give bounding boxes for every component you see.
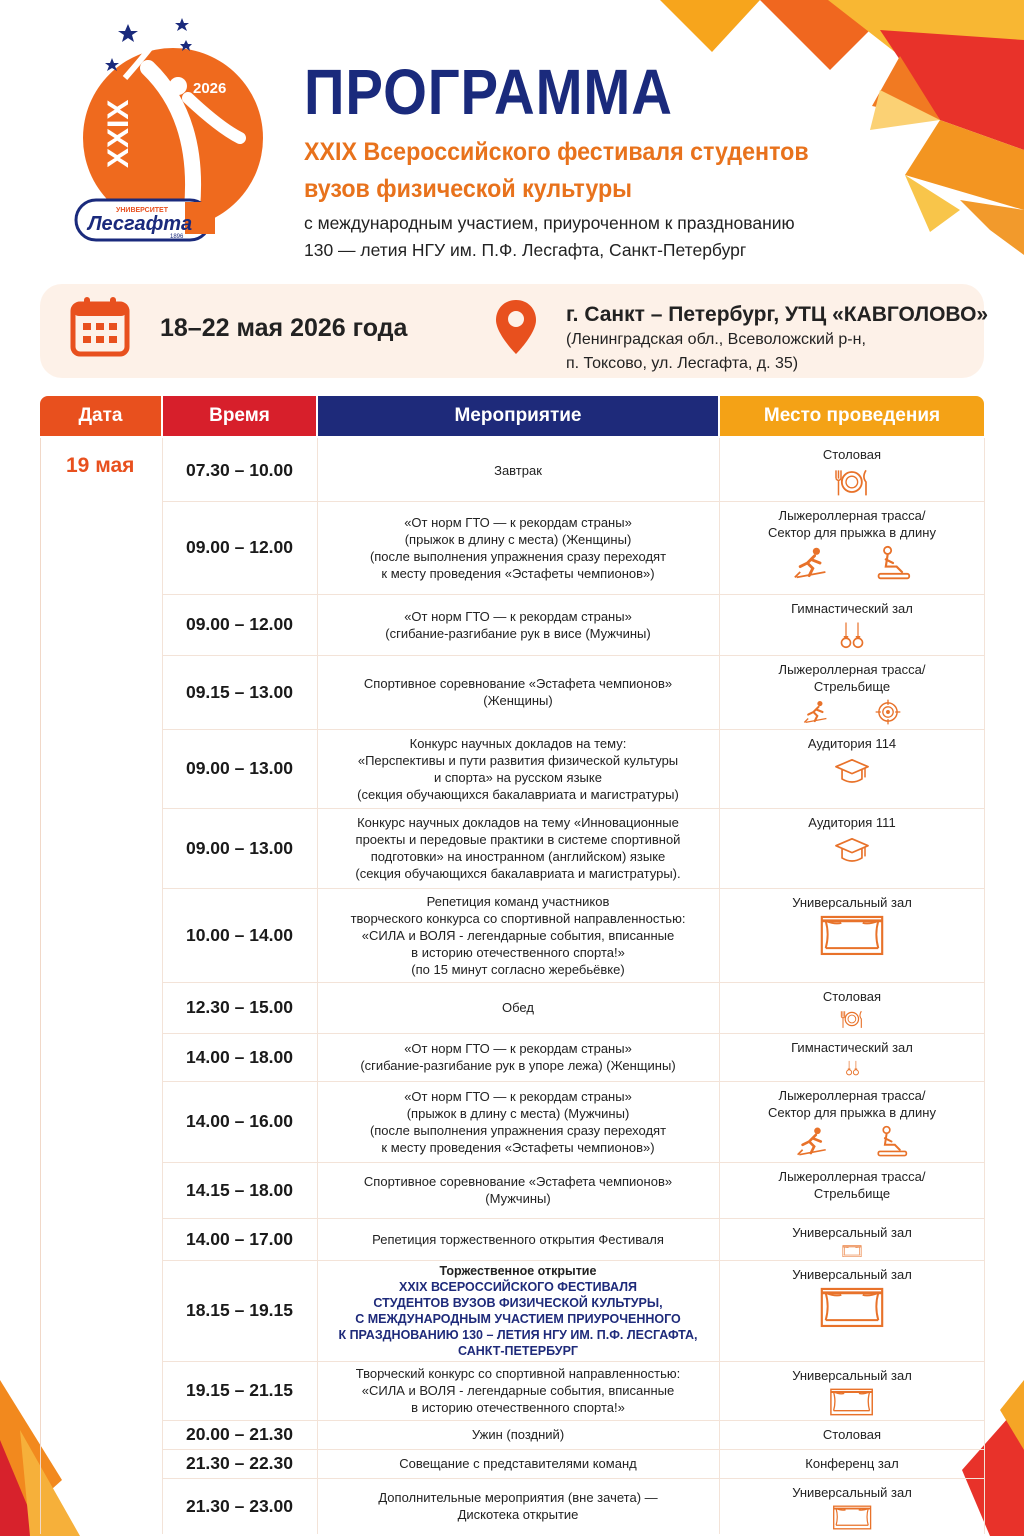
row-divider [163,808,984,809]
row-time: 10.00 – 14.00 [185,924,294,945]
table-row [163,729,984,808]
row-divider [163,594,984,595]
event-line: Дополнительные мероприятия (вне зачета) — [378,1490,658,1505]
location-address: п. Токсово, ул. Лесгафта, д. 35) [566,355,799,372]
row-event [318,1260,718,1361]
page-subnote [304,210,795,264]
row-time: 07.30 – 10.00 [185,460,294,480]
event-line: «СИЛА и ВОЛЯ - легендарные события, вписанные [361,927,675,943]
row-event [318,1478,718,1534]
row-divider [163,888,984,889]
column-header-time: Время [163,396,316,436]
event-line: (секция обучающихся бакалавриата и магистратуры). [355,866,681,881]
skier-icon [796,1125,829,1158]
graduation-cap-icon [834,756,870,787]
row-divider [163,1478,984,1479]
venue-line: Конференц зал [805,1456,899,1471]
page-subtitle [304,134,862,208]
column-divider [984,438,985,1534]
subtitle-line: вузов физической культуры [304,175,633,203]
event-line: (прыжок в длину с места) (Мужчины) [406,1105,630,1121]
row-event [318,501,718,594]
event-line: (после выполнения упражнения сразу переходят [369,1122,667,1138]
event-line: САНКТ-ПЕТЕРБУРГ [457,1343,578,1358]
subtitle-line: XXIX Всероссийского фестиваля студентов [304,138,809,166]
row-time: 14.00 – 17.00 [185,1228,294,1249]
row-divider [163,1449,984,1450]
venue-line: Стрельбище [813,679,891,694]
event-line: Совещание с представителями команд [399,1456,637,1471]
venue-line: Универсальный зал [792,1368,912,1383]
event-line: XXIX ВСЕРОССИЙСКОГО ФЕСТИВАЛЯ [399,1279,637,1294]
stage-icon [819,915,885,956]
venue-line: Гимнастический зал [791,1040,913,1055]
event-line: «От норм ГТО — к рекордам страны» [404,1041,632,1056]
venue-line: Стрельбище [813,1186,891,1201]
row-venue [720,1478,984,1534]
table-row [163,1478,984,1534]
table-row [163,888,984,982]
table-row [163,1420,984,1449]
logo-brand: Лесгафта [87,213,193,235]
event-line: Спортивное соревнование «Эстафета чемпионов» [363,1174,673,1189]
table-row [163,655,984,729]
event-line: Конкурс научных докладов на тему: [409,735,627,751]
event-line: в историю отечественного спорта!» [411,944,625,960]
row-venue [720,1081,984,1162]
graduation-cap-icon [834,835,870,866]
subnote-line: с международным участием, приуроченном к празднованию [304,213,795,233]
table-row [163,594,984,655]
row-venue [720,808,984,888]
venue-line: Сектор для прыжка в длину [768,525,936,540]
stage-icon [832,1505,872,1530]
event-line: «От норм ГТО — к рекордам страны» [404,608,632,624]
row-event [318,729,718,808]
table-row [163,440,984,501]
row-event [318,1162,718,1218]
row-time: 14.15 – 18.00 [185,1179,294,1200]
row-venue [720,1361,984,1420]
target-icon [875,699,901,725]
row-event [318,1218,718,1260]
row-time: 14.00 – 16.00 [185,1111,294,1131]
event-line: «От норм ГТО — к рекордам страны» [404,1088,632,1104]
row-event [318,982,718,1033]
event-line: к месту проведения «Эстафеты чемпионов») [381,565,655,581]
rings-icon [837,621,867,651]
column-header-event: Мероприятие [318,396,718,436]
venue-line: Аудитория 114 [807,736,897,751]
row-time: 18.15 – 19.15 [185,1300,294,1320]
venue-line: Универсальный зал [792,895,912,910]
date-column [40,438,162,1534]
row-venue [720,1420,984,1449]
row-event [318,1361,718,1420]
venue-line: Столовая [822,447,882,462]
dining-icon [831,467,873,497]
venue-line: Универсальный зал [792,1485,912,1500]
row-venue [720,1162,984,1218]
event-line: Торжественное открытие [439,1263,597,1278]
calendar-icon [70,296,130,358]
row-event [318,1449,718,1478]
venue-line: Столовая [822,1427,882,1442]
row-event [318,808,718,888]
stage-icon [842,1245,862,1257]
event-line: Ужин (поздний) [471,1427,565,1442]
event-location [566,302,988,376]
logo-year: 2026 [193,80,227,97]
event-line: (сгибание-разгибание рук в висе (Мужчины) [385,625,651,641]
skier-icon [793,545,829,581]
venue-line: Лыжероллерная трасса/ [778,1088,926,1103]
row-divider [163,1162,984,1163]
table-row [163,1361,984,1420]
row-venue [720,501,984,594]
event-line: Обед [502,1000,534,1015]
event-dates: 18–22 мая 2026 года [160,314,408,342]
logo-numeral: XXIX [102,99,135,168]
row-venue [720,1260,984,1361]
event-line: «СИЛА и ВОЛЯ - легендарные события, вписанные [361,1383,675,1398]
event-line: (Мужчины) [485,1191,551,1206]
venue-line: Лыжероллерная трасса/ [778,1169,926,1184]
rings-icon [844,1060,861,1077]
venue-line: Универсальный зал [792,1225,912,1240]
row-venue [720,1033,984,1081]
table-row [163,982,984,1033]
event-line: (сгибание-разгибание рук в упоре лежа) (Женщины) [360,1058,676,1073]
event-line: творческого конкурса со спортивной направленностью: [350,910,686,926]
location-pin-icon [494,298,538,356]
table-row [163,1218,984,1260]
table-row [163,1260,984,1361]
row-time: 21.30 – 23.00 [185,1495,294,1516]
table-row [163,1449,984,1478]
page-title: ПРОГРАММА [304,56,673,128]
logo-brand-top: УНИВЕРСИТЕТ [116,207,168,214]
row-event [318,594,718,655]
venue-line: Универсальный зал [792,1267,912,1282]
event-line: проекты и передовые практики в системе спортивной [355,832,681,847]
event-line: С МЕЖДУНАРОДНЫМ УЧАСТИЕМ ПРИУРОЧЕННОГО [355,1311,681,1326]
row-time: 09.00 – 13.00 [185,758,294,778]
row-divider [163,1420,984,1421]
skier-icon [803,699,829,725]
event-line: (после выполнения упражнения сразу переходят [369,548,667,564]
row-time: 19.15 – 21.15 [185,1380,294,1400]
event-line: Дискотека открытие [457,1507,579,1522]
row-venue [720,888,984,982]
event-line: и спорта» на русском языке [434,769,602,785]
dining-icon [838,1009,866,1029]
event-line: к месту проведения «Эстафеты чемпионов») [381,1139,655,1155]
logo-founded: 1896 [170,234,184,240]
table-row [163,501,984,594]
venue-line: Гимнастический зал [791,601,913,616]
row-venue [720,1218,984,1260]
long-jump-icon [875,545,911,581]
row-venue [720,1449,984,1478]
row-time: 09.15 – 13.00 [185,681,294,702]
table-row [163,1162,984,1218]
subnote-line: 130 — летия НГУ им. П.Ф. Лесгафта, Санкт-Петербург [304,240,747,260]
row-divider [163,729,984,730]
row-time: 09.00 – 13.00 [185,837,294,858]
event-line: Творческий конкурс со спортивной направленностью: [355,1366,681,1381]
row-divider [163,1033,984,1034]
event-line: Репетиция торжественного открытия Фестиваля [372,1231,664,1247]
row-event [318,655,718,729]
row-event [318,888,718,982]
table-row [163,808,984,888]
stage-icon [829,1388,874,1416]
event-line: (Женщины) [483,693,553,708]
row-venue [720,440,984,501]
row-divider [163,655,984,656]
venue-line: Сектор для прыжка в длину [768,1105,936,1120]
row-divider [163,1081,984,1082]
day-label: 19 мая [66,454,135,477]
row-divider [163,501,984,502]
row-time: 21.30 – 22.30 [185,1453,294,1473]
event-line: (по 15 минут согласно жеребьёвке) [411,961,625,977]
column-header-date: Дата [40,396,161,436]
festival-logo [70,18,270,250]
location-name: г. Санкт – Петербург, УТЦ «КАВГОЛОВО» [566,303,989,326]
table-row [163,1081,984,1162]
event-line: Спортивное соревнование «Эстафета чемпионов» [363,676,673,691]
row-event [318,1033,718,1081]
row-time: 20.00 – 21.30 [185,1424,294,1444]
event-line: К ПРАЗДНОВАНИЮ 130 – ЛЕТИЯ НГУ ИМ. П.Ф. ЛЕСГАФТА, [338,1327,698,1342]
row-time: 14.00 – 18.00 [185,1046,294,1067]
column-header-place: Место проведения [720,396,984,436]
long-jump-icon [875,1125,908,1158]
event-line: (секция обучающихся бакалавриата и магистратуры) [357,786,679,802]
event-line: Репетиция команд участников [426,893,610,909]
event-line: СТУДЕНТОВ ВУЗОВ ФИЗИЧЕСКОЙ КУЛЬТУРЫ, [373,1295,663,1310]
row-event [318,440,718,501]
row-time: 12.30 – 15.00 [185,997,294,1017]
row-time: 09.00 – 12.00 [185,614,294,634]
row-venue [720,655,984,729]
row-event [318,1081,718,1162]
event-line: «От норм ГТО — к рекордам страны» [404,514,632,530]
row-venue [720,982,984,1033]
venue-line: Столовая [822,989,882,1004]
event-line: в историю отечественного спорта!» [411,1400,625,1415]
stage-icon [819,1287,885,1328]
row-divider [163,1260,984,1261]
event-line: подготовки» на иностранном (английском) языке [370,849,666,864]
event-line: Завтрак [494,463,542,478]
row-event [318,1420,718,1449]
row-time: 09.00 – 12.00 [185,537,294,557]
row-venue [720,729,984,808]
event-line: «Перспективы и пути развития физической культуры [357,752,679,768]
event-line: (прыжок в длину с места) (Женщины) [404,531,632,547]
venue-line: Лыжероллерная трасса/ [778,508,926,523]
row-divider [163,1361,984,1362]
row-divider [163,982,984,983]
row-divider [163,1218,984,1219]
event-line: Конкурс научных докладов на тему «Инновационные [357,815,679,830]
location-address: (Ленинградская обл., Всеволожский р-н, [566,331,866,348]
row-venue [720,594,984,655]
table-row [163,1033,984,1081]
venue-line: Лыжероллерная трасса/ [778,662,926,677]
venue-line: Аудитория 111 [808,815,896,830]
